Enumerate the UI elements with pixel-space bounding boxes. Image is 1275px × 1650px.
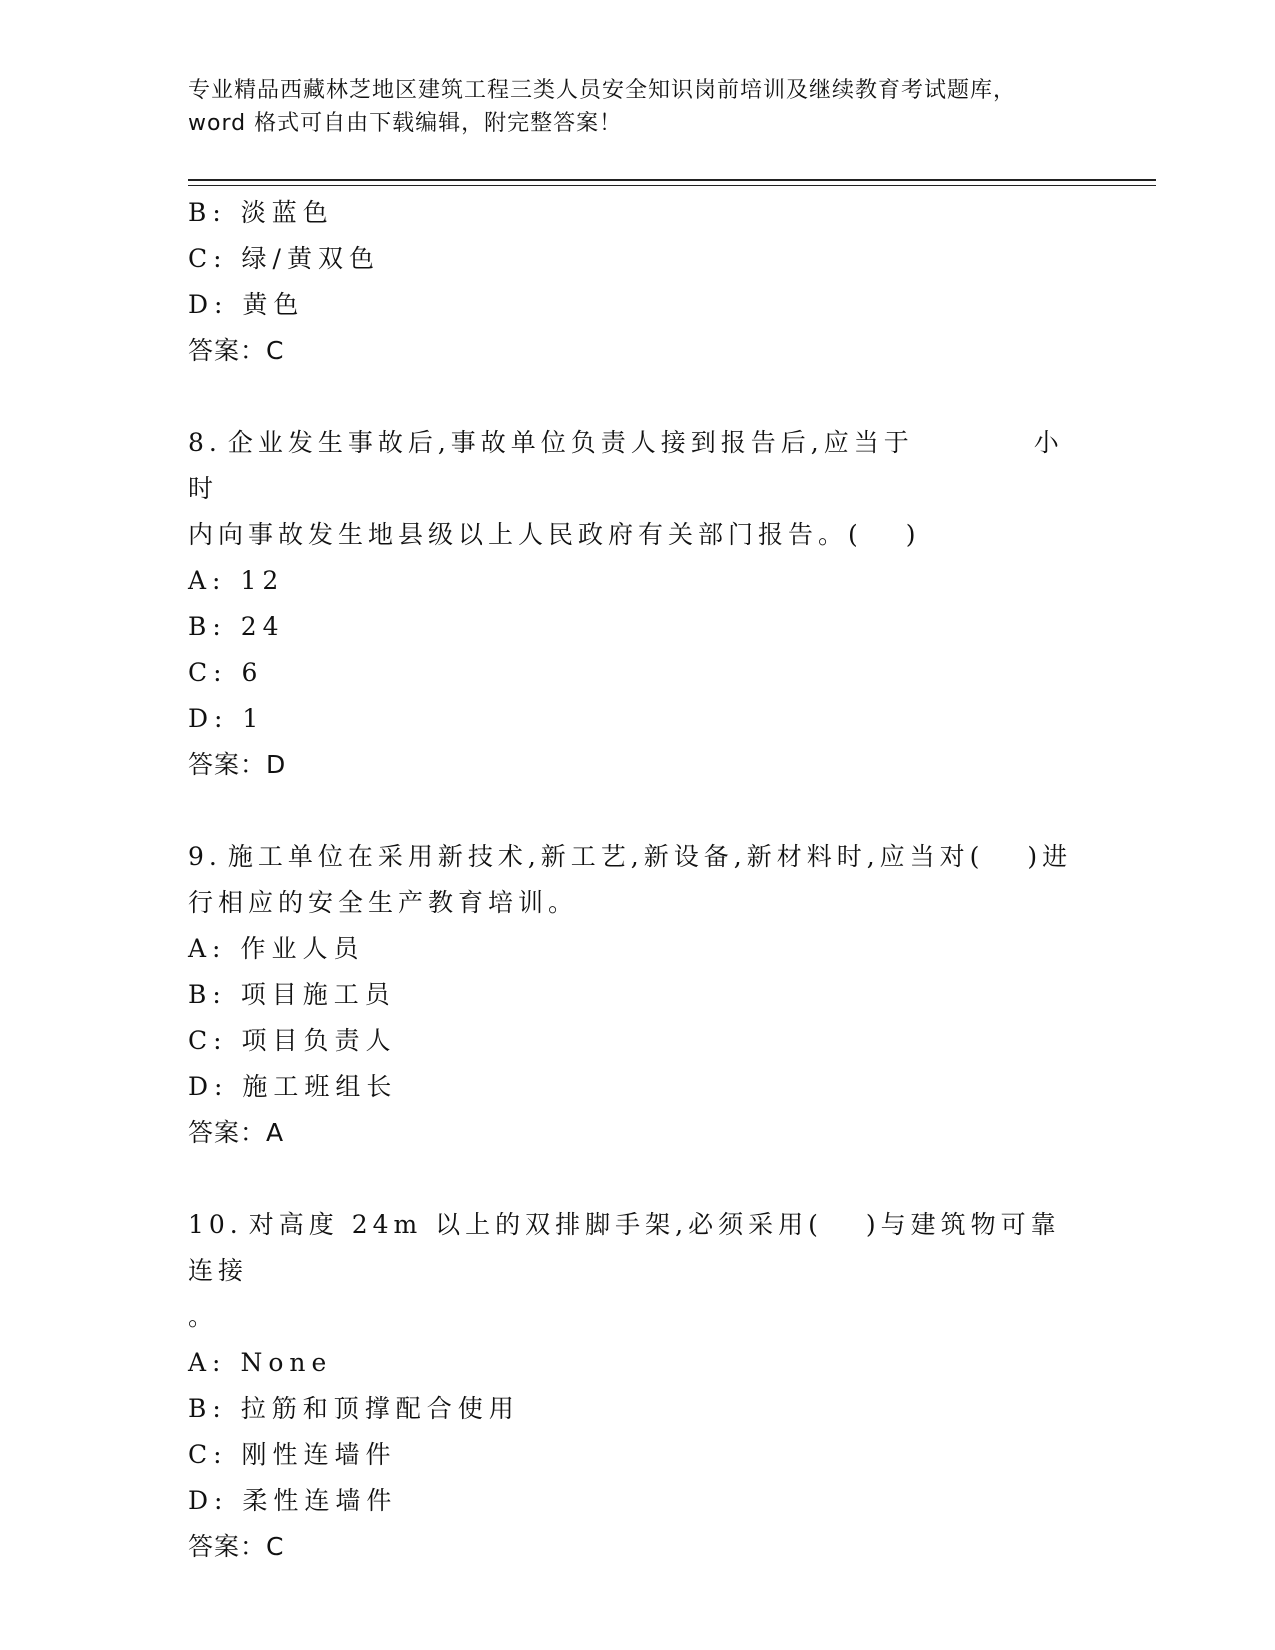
answer-line: 答案：C — [188, 336, 285, 365]
question-stem-line1: 10. 对高度 24m 以上的双排脚手架,必须采用( )与建筑物可靠连接 — [188, 1210, 1061, 1285]
question-stem-line2: 行相应的安全生产教育培训。 — [188, 888, 579, 917]
option-b: B: 项目施工员 — [188, 980, 396, 1009]
question-number: 8. — [188, 428, 222, 457]
question-9 — [188, 834, 1088, 1156]
answer-line: 答案：D — [188, 750, 287, 779]
question-stem-line2: 。 — [188, 1302, 219, 1331]
answer-line: 答案：A — [188, 1118, 285, 1147]
option-c: C: 6 — [188, 658, 264, 687]
document-header — [188, 74, 1088, 140]
question-list — [188, 190, 1088, 1570]
option-c: C: 项目负责人 — [188, 1026, 397, 1055]
question-stem-line1: 9. 施工单位在采用新技术,新工艺,新设备,新材料时,应当对( )进 — [188, 842, 1073, 871]
question-7-continued — [188, 190, 1088, 374]
spacer — [188, 374, 1088, 420]
answer-line: 答案：C — [188, 1532, 285, 1561]
header-title-line2: word 格式可自由下载编辑，附完整答案！ — [188, 111, 623, 136]
option-b: B: 拉筋和顶撑配合使用 — [188, 1394, 520, 1423]
option-b: B: 淡蓝色 — [188, 198, 334, 227]
option-a: A: 12 — [188, 566, 285, 595]
question-number: 10. — [188, 1210, 243, 1239]
option-c: C: 刚性连墙件 — [188, 1440, 397, 1469]
question-stem-line1: 8. 企业发生事故后,事故单位负责人接到报告后,应当于 小时 — [188, 428, 1064, 503]
spacer — [188, 1156, 1088, 1202]
question-number: 9. — [188, 842, 222, 871]
option-c: C: 绿/黄双色 — [188, 244, 380, 273]
option-d: D: 施工班组长 — [188, 1072, 398, 1101]
header-title-line1: 专业精品西藏林芝地区建筑工程三类人员安全知识岗前培训及继续教育考试题库， — [188, 78, 1017, 103]
question-8 — [188, 420, 1088, 788]
option-a: A: 作业人员 — [188, 934, 365, 963]
header-divider-thin — [188, 185, 1156, 186]
option-d: D: 1 — [188, 704, 265, 733]
option-b: B: 24 — [188, 612, 285, 641]
header-divider-thick — [188, 179, 1156, 181]
option-d: D: 黄色 — [188, 290, 305, 319]
option-a: A: None — [188, 1348, 333, 1377]
question-10 — [188, 1202, 1088, 1570]
question-stem-line2: 内向事故发生地县级以上人民政府有关部门报告。( ) — [188, 520, 921, 549]
option-d: D: 柔性连墙件 — [188, 1486, 398, 1515]
spacer — [188, 788, 1088, 834]
